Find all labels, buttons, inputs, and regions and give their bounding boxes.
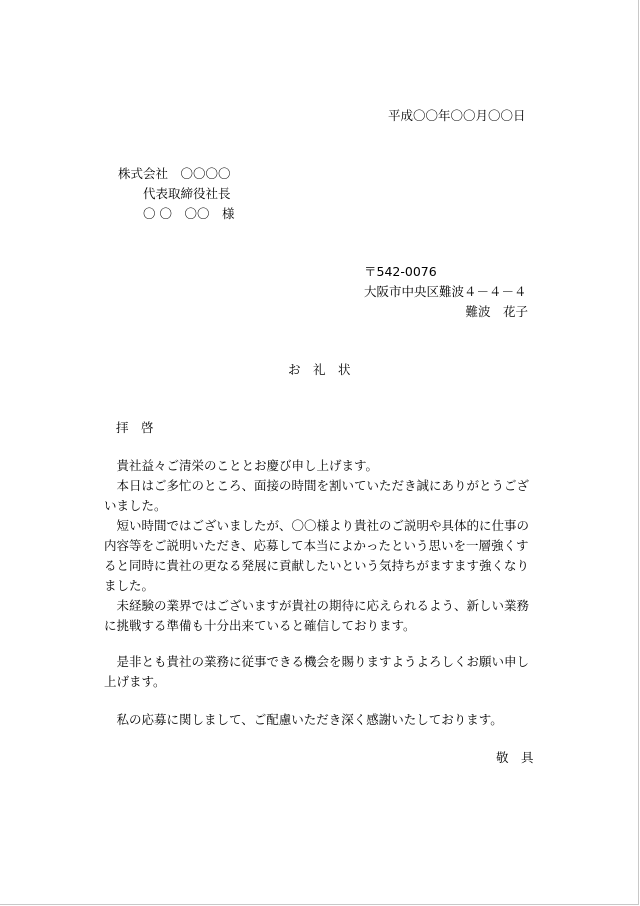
letter-request	[104, 652, 554, 692]
body-line: ました。	[104, 578, 155, 593]
body-line: 未経験の業界ではございますが貴社の期待に応えられるよう、新しい業務	[104, 598, 530, 613]
letter-body	[104, 456, 554, 636]
body-line: ると同時に貴社の更なる発展に貢献したいという気持ちがますます強くなり	[104, 558, 530, 573]
letter-closing: 敬 具	[496, 750, 534, 765]
body-line: 貴社益々ご清栄のこととお慶び申し上げます。	[104, 458, 379, 473]
recipient-title: 代表取締役社長	[143, 186, 231, 201]
letter-opening: 拝 啓	[116, 420, 154, 435]
body-line: 本日はご多忙のところ、面接の時間を割いていただき誠にありがとうござ	[104, 478, 530, 493]
letter-closing-paragraph	[104, 710, 554, 730]
sender-address: 大阪市中央区難波４－４－４	[364, 284, 527, 299]
body-line: 短い時間ではございましたが、〇〇様より貴社のご説明や具体的に仕事の	[104, 518, 530, 533]
recipient-name: 〇 〇 〇〇 様	[143, 206, 235, 221]
sender-name: 難波 花子	[465, 304, 528, 319]
body-line: に挑戦する準備も十分出来ていると確信しております。	[104, 618, 416, 633]
request-line: 是非とも貴社の業務に従事できる機会を賜りますようよろしくお願い申し	[104, 654, 530, 669]
closing-line: 私の応募に関しまして、ご配慮いただき深く感謝いたしております。	[104, 712, 503, 727]
letter-date: 平成〇〇年〇〇月〇〇日	[388, 108, 526, 123]
body-line: いました。	[104, 498, 167, 513]
letter-subject: お 礼 状	[288, 362, 351, 377]
request-line: 上げます。	[104, 674, 166, 689]
sender-postal-code: 〒542-0076	[364, 264, 437, 279]
recipient-company: 株式会社 〇〇〇〇	[118, 166, 231, 181]
body-line: 内容等をご説明いただき、応募して本当によかったという思いを一層強くす	[104, 538, 529, 553]
